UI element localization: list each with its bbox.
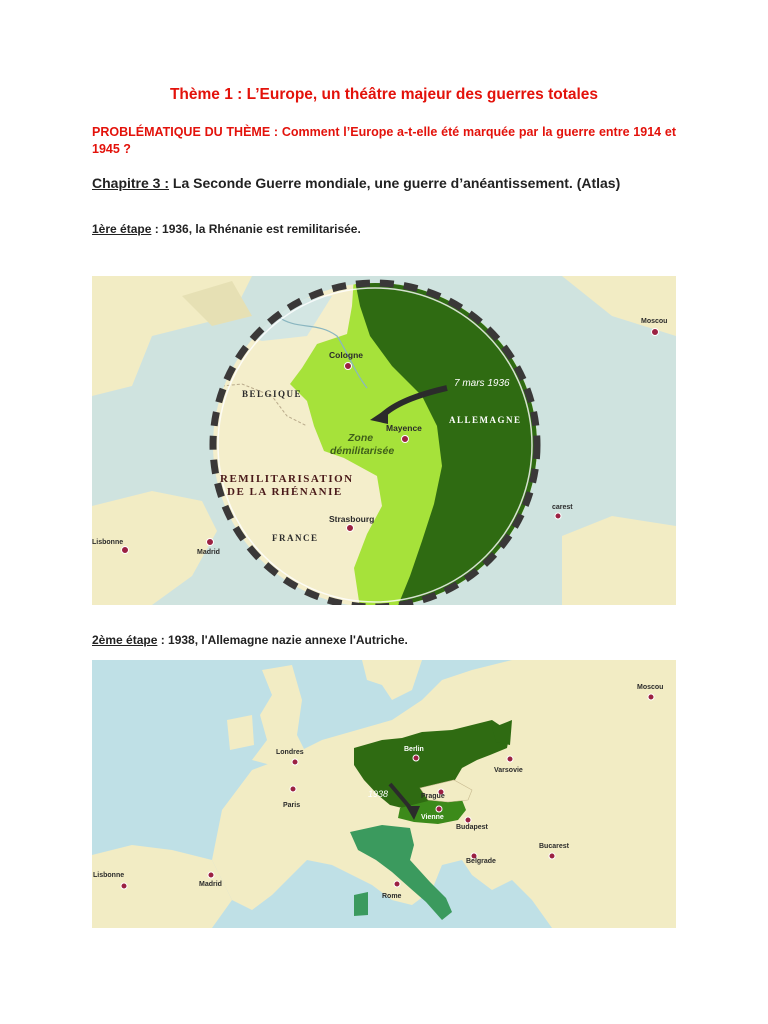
country-belgique: BELGIQUE (242, 389, 303, 399)
date-label: 7 mars 1936 (454, 378, 510, 389)
sardinia (354, 892, 368, 916)
svg-text:Lisbonne: Lisbonne (92, 539, 124, 546)
zone-label-2: démilitarisée (330, 445, 395, 457)
svg-text:Madrid: Madrid (197, 549, 220, 556)
theme-title: Thème 1 : L’Europe, un théâtre majeur des guerres totales (169, 86, 599, 103)
map-title-1: REMILITARISATION (220, 473, 354, 485)
date-label-1938: 1938 (368, 789, 389, 799)
svg-text:Mayence: Mayence (386, 423, 422, 433)
svg-text:carest: carest (552, 504, 573, 511)
svg-text:Varsovie: Varsovie (494, 767, 523, 774)
etape-1 (92, 222, 361, 236)
map-anschluss (92, 660, 676, 928)
svg-text:Moscou: Moscou (641, 318, 668, 325)
svg-text:Belgrade: Belgrade (466, 858, 496, 865)
chapitre-label: Chapitre 3 : (92, 175, 170, 191)
land-ireland (227, 715, 254, 750)
etape-1-text: : 1936, la Rhénanie est remilitarisée. (151, 222, 361, 236)
zone-label-1: Zone (348, 432, 374, 444)
svg-text:Rome: Rome (382, 893, 402, 900)
svg-text:Paris: Paris (283, 802, 301, 809)
chapitre-text: La Seconde Guerre mondiale, une guerre d’anéantissement. (Atlas) (169, 175, 621, 191)
etape-2-label: 2ème étape (92, 633, 158, 647)
svg-text:Budapest: Budapest (456, 824, 488, 831)
etape-2-text: : 1938, l'Allemagne nazie annexe l'Autriche. (157, 633, 408, 647)
country-france: FRANCE (272, 533, 319, 543)
map-rhenanie (92, 276, 676, 605)
svg-text:Cologne: Cologne (329, 350, 363, 360)
svg-text:Vienne: Vienne (421, 814, 444, 821)
svg-text:Lisbonne: Lisbonne (93, 872, 125, 879)
etape-2 (92, 633, 408, 647)
svg-text:Berlin: Berlin (404, 746, 424, 753)
svg-text:Prague: Prague (421, 793, 445, 800)
map-title-2: DE LA RHÉNANIE (227, 486, 343, 498)
svg-text:Moscou: Moscou (637, 684, 664, 691)
map-anschluss-svg (92, 660, 676, 928)
problematique: PROBLÉMATIQUE DU THÈME : Comment l’Europe a-t-elle été marquée par la guerre entre 1914 et 1945 ? (92, 125, 676, 156)
svg-text:Londres: Londres (276, 749, 304, 756)
svg-text:Madrid: Madrid (199, 881, 222, 888)
map-rhenanie-svg (92, 276, 676, 605)
chapitre-heading (92, 175, 620, 191)
svg-text:Bucarest: Bucarest (539, 843, 569, 850)
etape-1-label: 1ère étape (92, 222, 152, 236)
country-allemagne: ALLEMAGNE (449, 415, 522, 425)
svg-text:Strasbourg: Strasbourg (329, 514, 375, 524)
